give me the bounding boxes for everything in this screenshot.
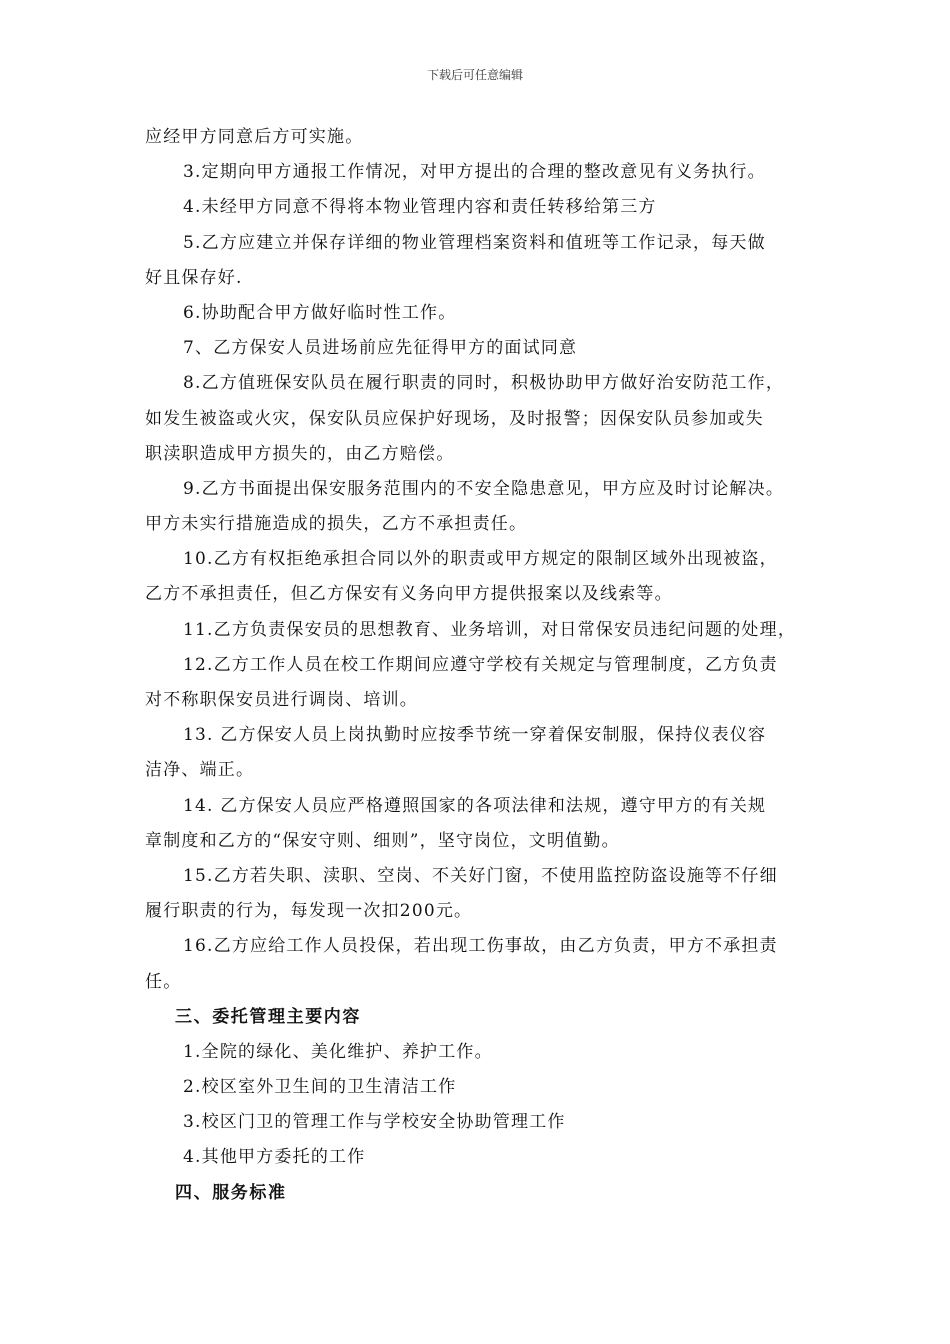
text-line: 职渎职造成甲方损失的，由乙方赔偿。	[145, 443, 455, 464]
section-heading: 三、委托管理主要内容	[175, 1006, 361, 1027]
document-body	[145, 120, 810, 1211]
text-line: 好且保存好.	[145, 267, 243, 288]
text-line: 15.乙方若失职、渎职、空岗、不关好门窗，不使用监控防盗设施等不仔细	[183, 865, 778, 886]
text-line: 7、乙方保安人员进场前应先征得甲方的面试同意	[183, 338, 578, 359]
text-line: 3.校区门卫的管理工作与学校安全协助管理工作	[183, 1112, 566, 1133]
text-line: 甲方未实行措施造成的损失，乙方不承担责任。	[145, 514, 528, 535]
text-line: 对不称职保安员进行调岗、培训。	[145, 690, 418, 710]
text-line: 14. 乙方保安人员应严格遵照国家的各项法律和法规，遵守甲方的有关规	[183, 795, 767, 816]
text-line: 3.定期向甲方通报工作情况，对甲方提出的合理的整改意见有义务执行。	[183, 162, 766, 183]
text-line: 8.乙方值班保安队员在履行职责的同时，积极协助甲方做好治安防范工作，	[183, 373, 785, 394]
text-line: 4.未经甲方同意不得将本物业管理内容和责任转移给第三方	[183, 197, 657, 218]
text-line: 10.乙方有权拒绝承担合同以外的职责或甲方规定的限制区域外出现被盗，	[183, 549, 778, 570]
text-line: 2.校区室外卫生间的卫生清洁工作	[183, 1077, 457, 1098]
text-line: 4.其他甲方委托的工作	[183, 1147, 366, 1168]
text-line: 应经甲方同意后方可实施。	[145, 127, 364, 147]
text-line: 5.乙方应建立并保存详细的物业管理档案资料和值班等工作记录，每天做	[183, 232, 766, 253]
text-line: 履行职责的行为，每发现一次扣200元。	[145, 901, 473, 922]
section-heading: 四、服务标准	[175, 1182, 287, 1203]
text-line: 9.乙方书面提出保安服务范围内的不安全隐患意见，甲方应及时讨论解决。	[183, 478, 785, 499]
text-line: 6.协助配合甲方做好临时性工作。	[183, 302, 457, 323]
text-line: 12.乙方工作人员在校工作期间应遵守学校有关规定与管理制度，乙方负责	[183, 654, 778, 675]
text-line: 如发生被盗或火灾，保安队员应保护好现场，及时报警；因保安队员参加或失	[145, 408, 764, 429]
text-line: 乙方不承担责任，但乙方保安有义务向甲方提供报案以及线索等。	[145, 584, 673, 605]
text-line: 16.乙方应给工作人员投保，若出现工伤事故，由乙方负责，甲方不承担责	[183, 936, 778, 957]
page-header-note: 下载后可任意编辑	[426, 68, 523, 82]
text-line: 洁净、端正。	[145, 760, 255, 781]
text-line: 11.乙方负责保安员的思想教育、业务培训，对日常保安员违纪问题的处理，	[183, 619, 797, 640]
text-line: 1.全院的绿化、美化维护、养护工作。	[183, 1041, 493, 1062]
text-line: 任。	[145, 971, 182, 992]
text-line: 13. 乙方保安人员上岗执勤时应按季节统一穿着保安制服，保持仪表仪容	[183, 725, 767, 746]
text-line: 章制度和乙方的“保安守则、细则”，坚守岗位，文明值勤。	[145, 830, 620, 851]
